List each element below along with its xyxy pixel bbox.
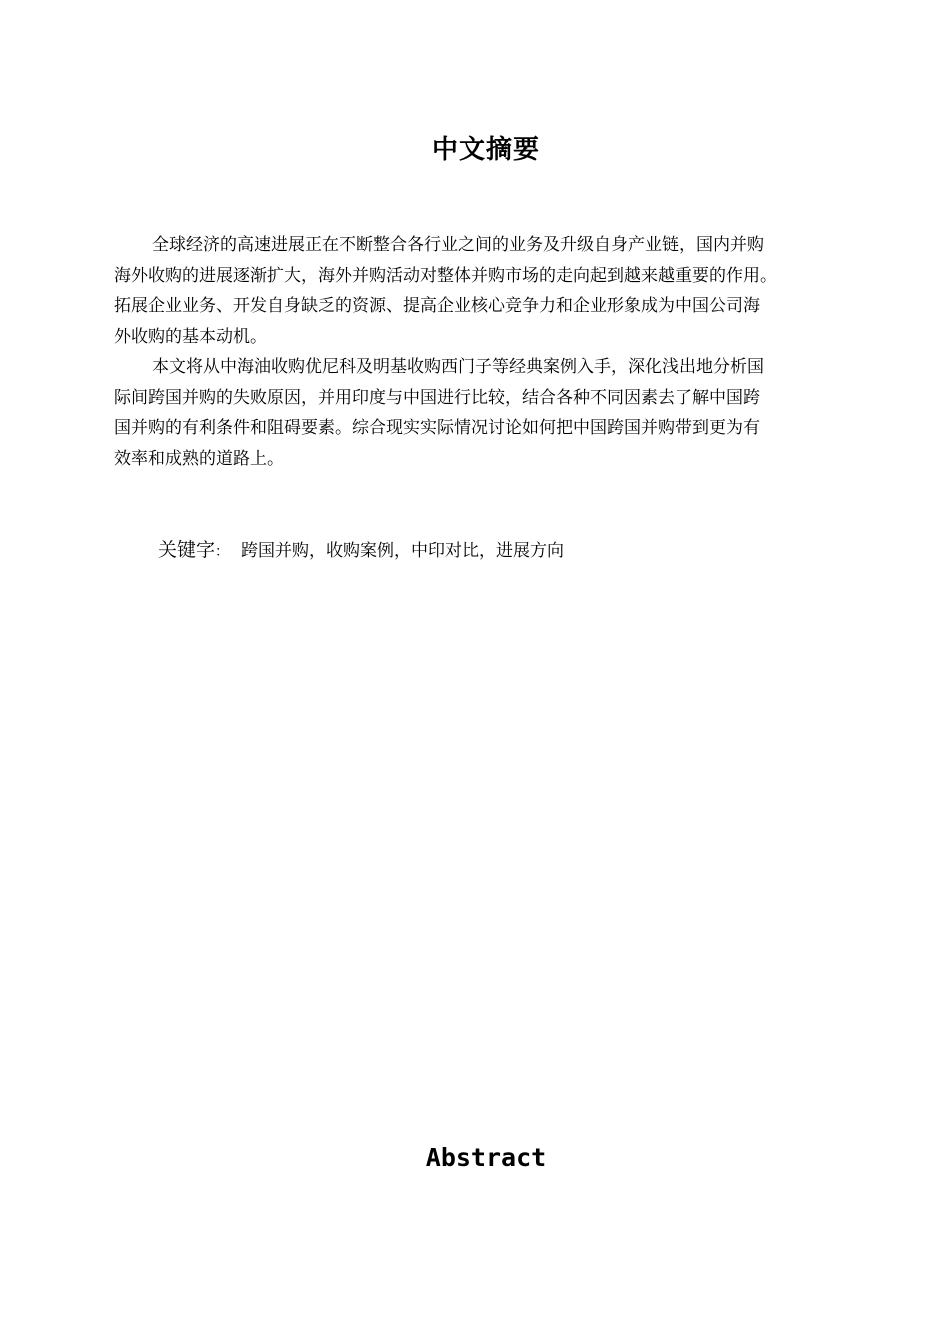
chinese-abstract-title: 中文摘要 <box>431 135 540 165</box>
paragraph-1-line-3: 拓展企业业务、开发自身缺乏的资源、提高企业核心竞争力和企业形象成为中国公司海 <box>114 296 760 316</box>
keywords-colon: ： <box>215 544 230 560</box>
chinese-abstract-body <box>114 230 858 474</box>
english-abstract-title: Abstract <box>425 1143 547 1172</box>
paragraph-2-line-2: 际间跨国并购的失败原因，并用印度与中国进行比较，结合各种不同因素去了解中国跨 <box>114 387 760 408</box>
paragraph-1-line-1: 全球经济的高速进展正在不断整合各行业之间的业务及升级自身产业链，国内并购 <box>152 235 764 255</box>
keywords-label: 关键字 <box>158 539 216 561</box>
keywords-value: 跨国并购，收购案例，中印对比，进展方向 <box>241 541 565 561</box>
paragraph-1-line-4: 外收购的基本动机。 <box>114 326 267 347</box>
keywords-line <box>158 534 564 568</box>
paragraph-2-line-4: 效率和成熟的道路上。 <box>114 448 284 469</box>
paragraph-2-line-1: 本文将从中海油收购优尼科及明基收购西门子等经典案例入手，深化浅出地分析国 <box>152 357 764 377</box>
paragraph-2-line-3: 国并购的有利条件和阻碍要素。综合现实实际情况讨论如何把中国跨国并购带到更为有 <box>114 418 760 438</box>
abstract-paragraph-1 <box>114 230 858 352</box>
paragraph-1-line-2: 海外收购的进展逐渐扩大，海外并购活动对整体并购市场的走向起到越来越重要的作用。 <box>114 265 777 286</box>
abstract-paragraph-2 <box>114 352 858 474</box>
